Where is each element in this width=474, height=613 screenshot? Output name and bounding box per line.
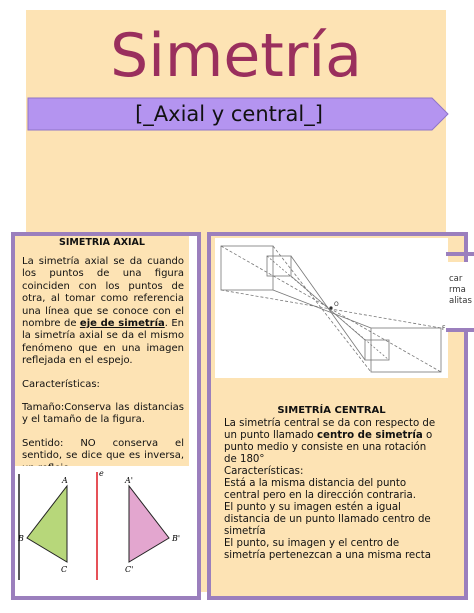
side-frame-bottom xyxy=(446,328,474,332)
side-fragment-line-3: alitas xyxy=(449,296,472,306)
point-label-c-prime: C' xyxy=(125,565,134,574)
axial-intro xyxy=(22,256,184,368)
point-label-c: C xyxy=(61,565,68,574)
axial-features-label: Características: xyxy=(22,378,100,390)
side-fragment-line-2: rma xyxy=(449,285,466,295)
subtitle-text: [_Axial y central_] xyxy=(135,102,323,126)
point-label-b-prime: B' xyxy=(172,534,181,543)
axial-body xyxy=(22,256,184,486)
eje-de-simetria-term: eje de simetría xyxy=(79,318,165,330)
central-feature-1: Está a la misma distancia del punto central pero en la dirección contraria. xyxy=(224,478,416,501)
center-label-o: O xyxy=(334,301,339,308)
centro-de-simetria-term: centro de simetría xyxy=(317,430,423,441)
side-fragment-text xyxy=(449,274,472,307)
axial-direction-text: Sentido: NO conserva el sentido, se dice que es inversa, xyxy=(22,437,184,462)
point-label-a-prime: A' xyxy=(125,476,133,485)
side-fragment-line-1: car xyxy=(449,274,463,284)
axial-intro-text-b: . En la simetría axial se da el mismo fenómeno que en una imagen reflejada en el espejo. xyxy=(22,318,184,367)
central-body xyxy=(224,418,440,562)
page-title: Simetría xyxy=(110,21,362,91)
central-feature-3: El punto, su imagen y el centro de simetría pertenezcan a una misma recta xyxy=(224,538,432,561)
central-definition-c: o punto medio y consiste en una rotación de 180° xyxy=(224,430,433,465)
axis-label-e: e xyxy=(99,469,104,478)
point-label-a: A xyxy=(62,476,68,485)
axial-intro-text-a: La simetría axial se da cuando los puntos de una figura coinciden con los puntos de otra, al tomar como referencia una línea que se conoce con el nombre de xyxy=(22,256,184,330)
central-diagram xyxy=(215,238,448,378)
point-label-b: B xyxy=(18,534,24,543)
point-label-f: F xyxy=(442,325,446,332)
central-symmetry-diagram xyxy=(215,238,448,378)
side-frame-top xyxy=(446,252,474,256)
subtitle-banner xyxy=(24,97,450,131)
central-heading: SIMETRÍA CENTRAL xyxy=(277,405,386,416)
axial-heading: SIMETRIA AXIAL xyxy=(59,237,145,248)
central-definition xyxy=(224,418,440,466)
central-features-label: Características: xyxy=(224,466,304,477)
axial-size-text: Tamaño:Conserva las distancias y el tamaño de la figura. xyxy=(22,402,184,426)
axial-reflection-diagram xyxy=(15,466,189,586)
central-definition-a: La simetría central se da con respecto de un punto llamado xyxy=(224,418,436,441)
axial-figure xyxy=(15,466,189,586)
central-feature-2: El punto y su imagen estén a igual distancia de un punto llamado centro de simetría xyxy=(224,502,431,537)
